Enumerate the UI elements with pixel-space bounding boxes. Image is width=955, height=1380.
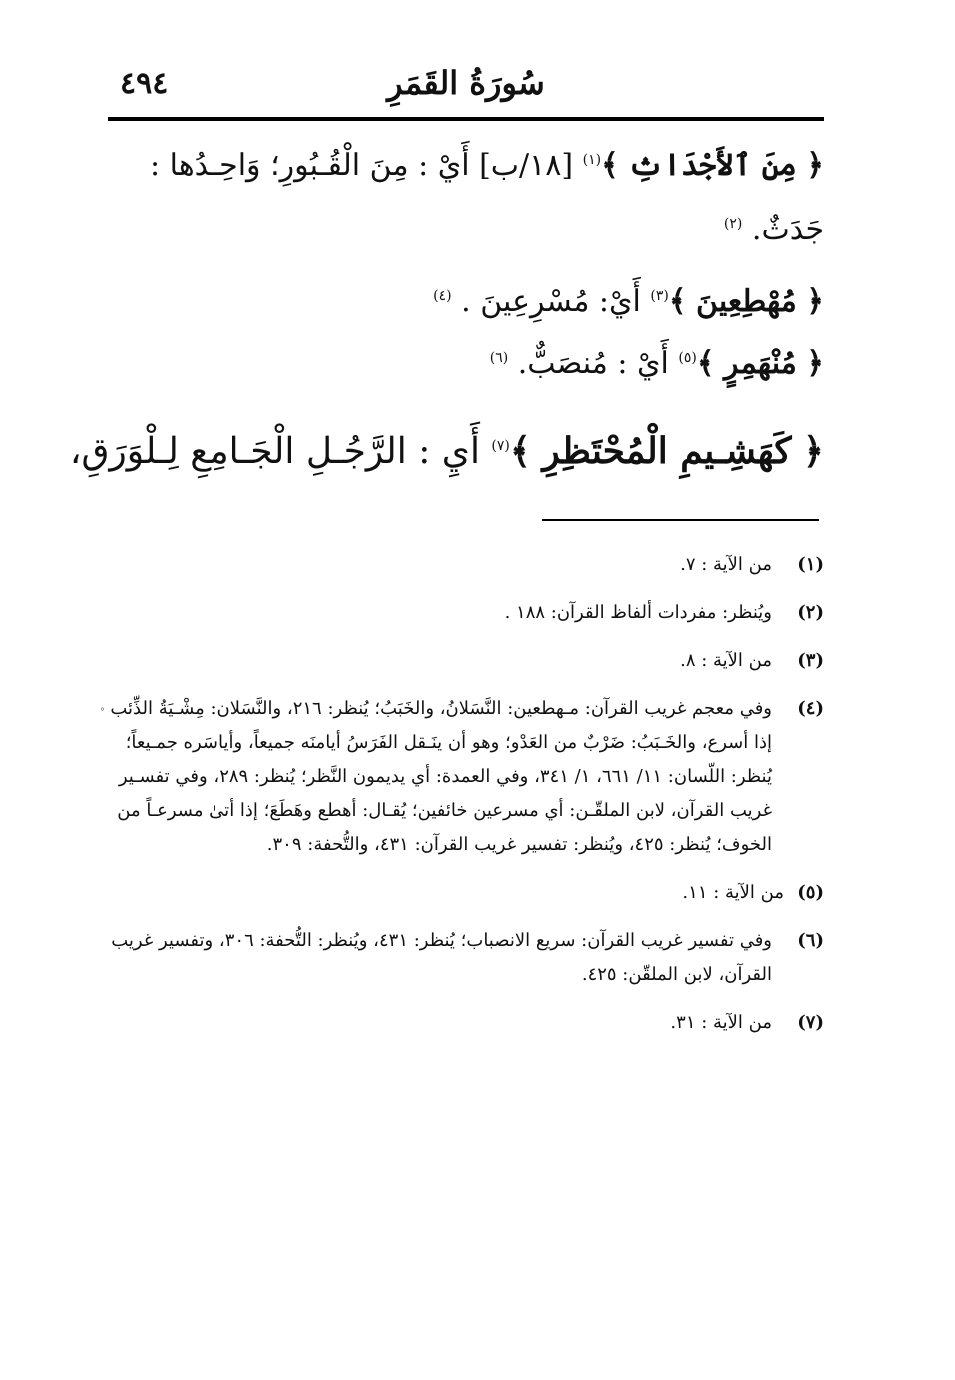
ornate-bracket-open: ﴿	[806, 148, 824, 183]
explanation: أَيْ: مُسْرِعِينَ .	[461, 284, 641, 319]
ornate-bracket-open: ﴿	[802, 430, 824, 472]
verse-line	[433, 284, 824, 320]
verse-line	[490, 346, 824, 382]
surah-title: سُورَةُ القَمَرِ	[387, 64, 545, 102]
quran-word: كَهَشِـيمِ الْمُحْتَظِرِ	[542, 430, 792, 472]
footnote-ref: (٢)	[723, 216, 743, 232]
footnote-text: وفي تفسير غريب القرآن: سريع الانصباب؛ يُنظر: ٤٣١، ويُنظر: التُّحفة: ٣٠٦، وتفسير غريب القرآن، لابن الملقّن: ٤٢٥.	[111, 930, 772, 985]
explanation: جَدَثٌ.	[751, 212, 824, 247]
footnote	[108, 876, 824, 910]
footnote-ref: (٣)	[650, 288, 669, 304]
footnote-ref: (١)	[582, 152, 602, 168]
footnote-ref: (٦)	[489, 350, 509, 366]
footnote-ref: (٧)	[491, 438, 510, 454]
verse-line	[724, 212, 824, 248]
footnote-number: (٢)	[797, 602, 824, 623]
ornate-bracket-open: ﴿	[806, 284, 824, 319]
footnote-ref: (٤)	[433, 288, 452, 304]
verse-line	[70, 430, 824, 473]
footnote	[108, 1006, 824, 1040]
ornate-bracket-close: ﴾	[509, 430, 531, 472]
ornate-bracket-close: ﴾	[668, 284, 687, 319]
speck-mark: °	[100, 707, 105, 718]
verse-line	[150, 148, 824, 184]
header-rule	[108, 117, 824, 121]
page-header	[108, 58, 824, 118]
footnote-number: (١)	[797, 554, 824, 575]
footnote	[108, 596, 824, 630]
footnote	[108, 644, 824, 678]
ornate-bracket-open: ﴿	[806, 346, 824, 381]
footnote-number: (٣)	[797, 650, 824, 671]
footnote-text: من الآية : ٧.	[680, 554, 772, 575]
explanation: [١٨/ب] أَيْ : مِنَ الْقُـبُورِ؛ وَاحِـدُها :	[150, 148, 574, 183]
footnotes	[100, 548, 824, 1054]
footnote-text: ويُنظر: مفردات ألفاظ القرآن: ١٨٨ .	[504, 602, 772, 623]
explanation: أَيْ : مُنصَبٌّ.	[517, 346, 669, 381]
footnote	[108, 924, 824, 992]
footnote	[100, 692, 824, 862]
quran-word: مِنَ ٱلأَجْدَاثِ	[628, 148, 797, 183]
footnote-ref: (٥)	[678, 350, 697, 366]
footnote	[108, 548, 824, 582]
footnote-number: (٦)	[797, 930, 824, 951]
footnote-number: (٥)	[797, 882, 824, 903]
page-number: ٤٩٤	[120, 66, 169, 101]
footnote-text: من الآية : ١١.	[682, 882, 784, 903]
footnote-text: وفي معجم غريب القرآن: مـهطعين: النَّسَلانُ، والخَبَبُ؛ يُنظر: ٢١٦، والنَّسَلان: مِشْـيَةُ الذِّئب إذا أسرع، والخَـبَبُ: ضَرْبٌ من العَدْو؛ وهو أن ينَـقل الفَرَسُ أيامنَه جميعاً، وأياسَره جمـيعاً؛ يُنظر: اللّسان: ١١/ ٦٦١، ١/ ٣٤١، وفي العمدة: أي يديمون النَّظر؛ يُنظر: ٢٨٩، وفي تفسـير غريب القرآن، لابن الملقّـن: أي مسرعين خائفين؛ يُقـال: أهطع وهَطَعَ؛ إذا أتىٰ مسرعـاً من الخوف؛ يُنظر: ٤٢٥، ويُنظر: تفسير غريب القرآن: ٤٣١، والتُّحفة: ٣٠٩.	[110, 698, 772, 855]
ornate-bracket-close: ﴾	[696, 346, 715, 381]
footnote-separator	[542, 519, 819, 521]
quran-word: مُهْطِعِينَ	[696, 284, 797, 319]
footnote-text: من الآية : ٨.	[680, 650, 772, 671]
ornate-bracket-close: ﴾	[601, 148, 619, 183]
footnote-number: (٤)	[797, 698, 824, 719]
explanation: أَيِ : الرَّجُـلِ الْجَـامِعِ لِـلْوَرَقِ،	[69, 431, 480, 472]
footnote-text: من الآية : ٣١.	[670, 1012, 772, 1033]
quran-word: مُنْهَمِرٍ	[724, 346, 797, 381]
footnote-number: (٧)	[797, 1012, 824, 1033]
